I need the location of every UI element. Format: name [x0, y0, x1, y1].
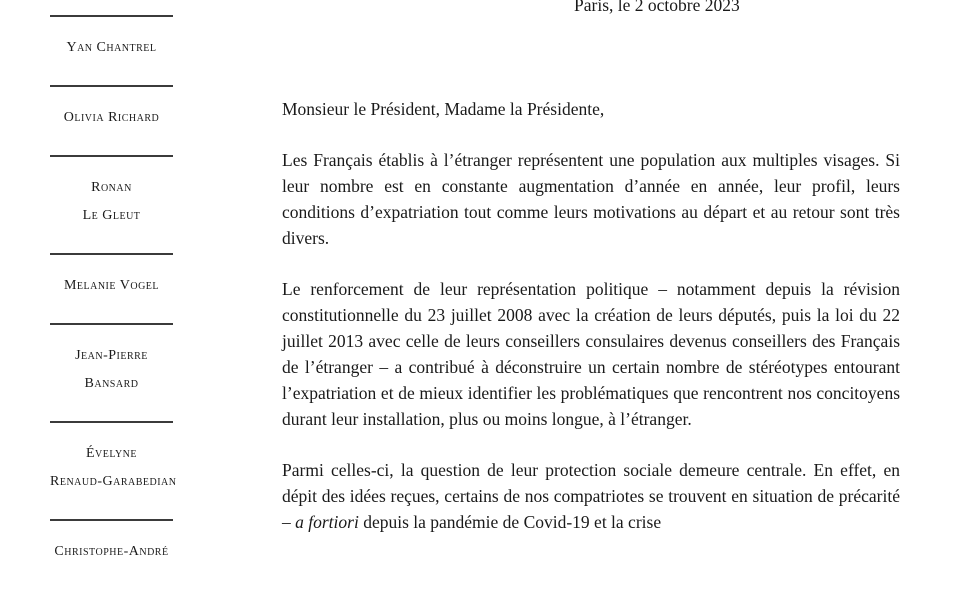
signatory-name: Jean-Pierre: [75, 348, 148, 363]
paragraph-text: depuis la pandémie de Covid-19 et la crise: [358, 512, 662, 532]
salutation: Monsieur le Président, Madame la Présidente,: [282, 99, 605, 119]
letter-paragraph: [282, 147, 900, 251]
signatory-name: Melanie Vogel: [63, 278, 160, 293]
paragraphs: [282, 147, 900, 535]
signatory-name: Ronan: [91, 180, 132, 195]
signatory-entry: [50, 421, 177, 496]
separator-rule: [50, 15, 173, 17]
signatory-name: Renaud-Garabedian: [50, 474, 177, 489]
separator-rule: [50, 85, 173, 87]
signatories-list: [50, 15, 177, 589]
separator-rule: [50, 421, 173, 423]
paragraph-text: Le renforcement de leur représentation politique – notamment depuis la révision constitutionnelle du 23 juillet 2008 avec la création de leurs députés, puis la loi du 22 juillet 2013 avec celle de leurs conseillers consulaires devenus conseillers des Français de l’étranger – a contribué à déconstruire un certain nombre de stéréotypes entourant l’expatriation et de mieux identifier les problématiques que rencontrent nos concitoyens durant leur installation, plus ou moins longue, à l’étranger.: [282, 279, 900, 429]
letter-paragraph: [282, 457, 900, 535]
signatory-name: Évelyne: [85, 446, 138, 461]
signatory-name: Christophe-André: [54, 544, 169, 559]
signatory-entry: [50, 323, 173, 398]
signatory-entry: [50, 253, 173, 300]
latin-phrase-italic: a fortiori: [295, 512, 359, 532]
letter-paragraph: [282, 276, 900, 432]
letter-body: [282, 0, 900, 535]
signatory-entry: [50, 15, 173, 62]
paragraph-text: Parmi celles-ci, la question de leur protection sociale demeure centrale. En effet, en dépit des idées reçues, certains de nos compatriotes se trouvent en situation de précarité –: [282, 460, 900, 532]
separator-rule: [50, 253, 173, 255]
signatory-entry: [50, 519, 173, 566]
signatory-name: Le Gleut: [82, 208, 141, 223]
signatory-name: Olivia Richard: [63, 110, 160, 125]
separator-rule: [50, 155, 173, 157]
date-line: Paris, le 2 octobre 2023: [574, 0, 740, 15]
separator-rule: [50, 519, 173, 521]
signatory-name: Bansard: [84, 376, 139, 391]
signatory-name: Yan Chantrel: [66, 40, 157, 55]
signatory-entry: [50, 85, 173, 132]
separator-rule: [50, 323, 173, 325]
paragraph-text: Les Français établis à l’étranger représentent une population aux multiples visages. Si leur nombre est en constante augmentation d’année en année, leur profil, leurs conditions d’expatriation tout comme leurs motivations au départ et au retour sont très divers.: [282, 150, 900, 248]
signatory-entry: [50, 155, 173, 230]
